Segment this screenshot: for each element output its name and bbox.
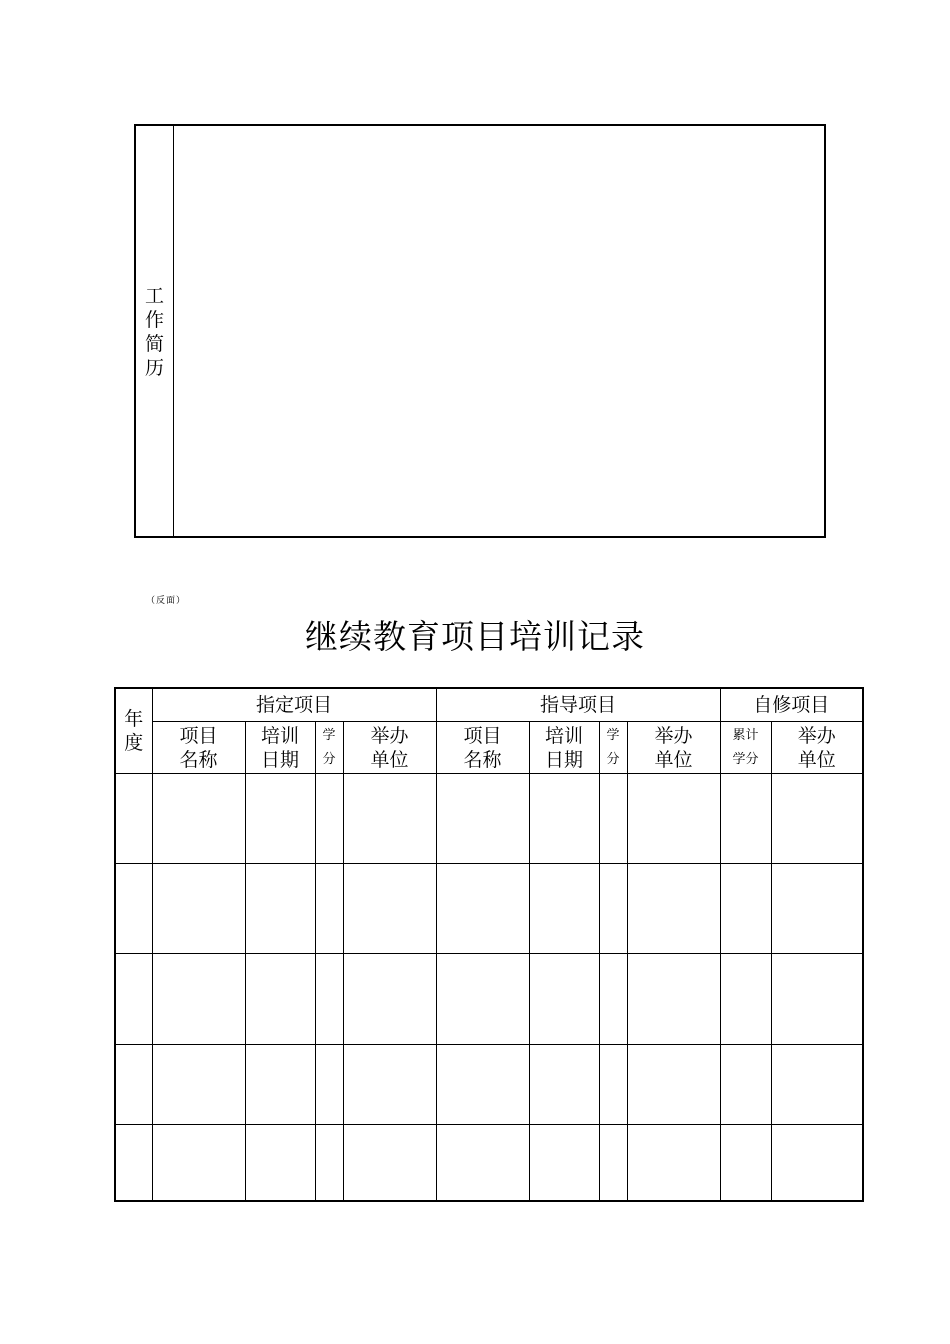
page-title: 继续教育项目培训记录 xyxy=(305,617,645,656)
work-history-content-area[interactable] xyxy=(174,126,824,536)
guided-training-date-cell[interactable] xyxy=(529,864,599,954)
header-line: 学 xyxy=(322,727,336,743)
self-study-cumulative-credits-cell[interactable] xyxy=(720,864,771,954)
guided-organizer-cell[interactable] xyxy=(627,954,720,1045)
designated-credits-header xyxy=(315,722,343,774)
header-line: 日期 xyxy=(545,748,584,771)
self-study-organizer-cell[interactable] xyxy=(771,864,863,954)
designated-training-date-header xyxy=(245,722,315,774)
guided-organizer-cell[interactable] xyxy=(627,1125,720,1202)
guided-training-date-cell[interactable] xyxy=(529,1045,599,1125)
guided-project-name-cell[interactable] xyxy=(436,774,529,864)
designated-training-date-cell[interactable] xyxy=(245,864,315,954)
designated-organizer-cell[interactable] xyxy=(343,1045,436,1125)
guided-organizer-header xyxy=(627,722,720,774)
designated-project-name-cell[interactable] xyxy=(152,774,245,864)
year-header-char: 度 xyxy=(124,732,144,754)
self-study-cumulative-credits-cell[interactable] xyxy=(720,1045,771,1125)
guided-credits-cell[interactable] xyxy=(599,1125,627,1202)
guided-projects-header: 指导项目 xyxy=(436,688,720,722)
header-line: 单位 xyxy=(370,748,409,771)
guided-project-name-cell[interactable] xyxy=(436,1125,529,1202)
designated-organizer-header xyxy=(343,722,436,774)
self-study-organizer-cell[interactable] xyxy=(771,1045,863,1125)
designated-credits-cell[interactable] xyxy=(315,954,343,1045)
designated-training-date-cell[interactable] xyxy=(245,1125,315,1202)
header-line: 单位 xyxy=(654,748,693,771)
guided-project-name-header xyxy=(436,722,529,774)
table-row xyxy=(115,774,863,864)
designated-project-name-cell[interactable] xyxy=(152,1125,245,1202)
header-line: 分 xyxy=(322,751,336,767)
designated-training-date-cell[interactable] xyxy=(245,954,315,1045)
work-history-label xyxy=(136,284,173,380)
designated-project-name-header xyxy=(152,722,245,774)
table-row xyxy=(115,1045,863,1125)
designated-training-date-cell[interactable] xyxy=(245,1045,315,1125)
designated-organizer-cell[interactable] xyxy=(343,864,436,954)
guided-training-date-cell[interactable] xyxy=(529,774,599,864)
guided-training-date-header xyxy=(529,722,599,774)
guided-credits-cell[interactable] xyxy=(599,954,627,1045)
back-side-note: （反面） xyxy=(146,596,187,606)
header-line: 举办 xyxy=(797,724,836,747)
self-study-organizer-cell[interactable] xyxy=(771,954,863,1045)
self-study-organizer-cell[interactable] xyxy=(771,774,863,864)
work-history-label-char: 简 xyxy=(144,333,164,355)
designated-project-name-cell[interactable] xyxy=(152,864,245,954)
header-line: 举办 xyxy=(370,724,409,747)
self-study-organizer-cell[interactable] xyxy=(771,1125,863,1202)
self-study-cumulative-credits-cell[interactable] xyxy=(720,1125,771,1202)
designated-project-name-cell[interactable] xyxy=(152,954,245,1045)
guided-credits-cell[interactable] xyxy=(599,864,627,954)
self-study-cumulative-credits-cell[interactable] xyxy=(720,954,771,1045)
guided-project-name-cell[interactable] xyxy=(436,864,529,954)
year-cell[interactable] xyxy=(115,774,152,864)
designated-project-name-cell[interactable] xyxy=(152,1045,245,1125)
work-history-box xyxy=(134,124,826,538)
header-line: 日期 xyxy=(260,748,299,771)
self-study-cumulative-credits-cell[interactable] xyxy=(720,774,771,864)
year-header xyxy=(115,688,152,774)
header-line: 学分 xyxy=(732,751,759,767)
header-line: 培训 xyxy=(545,724,584,747)
year-header-char: 年 xyxy=(124,708,144,730)
guided-training-date-cell[interactable] xyxy=(529,1125,599,1202)
guided-project-name-cell[interactable] xyxy=(436,1045,529,1125)
designated-credits-cell[interactable] xyxy=(315,1045,343,1125)
designated-credits-cell[interactable] xyxy=(315,1125,343,1202)
guided-credits-cell[interactable] xyxy=(599,1045,627,1125)
training-record-table xyxy=(114,687,864,1202)
table-header-row-fields xyxy=(115,722,863,774)
designated-organizer-cell[interactable] xyxy=(343,1125,436,1202)
guided-project-name-cell[interactable] xyxy=(436,954,529,1045)
work-history-label-char: 工 xyxy=(144,285,164,307)
designated-credits-cell[interactable] xyxy=(315,864,343,954)
table-row xyxy=(115,954,863,1045)
self-study-cumulative-credits-header xyxy=(720,722,771,774)
guided-credits-header xyxy=(599,722,627,774)
header-line: 单位 xyxy=(797,748,836,771)
designated-organizer-cell[interactable] xyxy=(343,954,436,1045)
header-line: 分 xyxy=(606,751,620,767)
work-history-label-column xyxy=(136,126,174,536)
year-cell[interactable] xyxy=(115,954,152,1045)
table-row xyxy=(115,1125,863,1202)
guided-credits-cell[interactable] xyxy=(599,774,627,864)
header-line: 名称 xyxy=(463,748,502,771)
header-line: 举办 xyxy=(654,724,693,747)
header-line: 名称 xyxy=(179,748,218,771)
guided-training-date-cell[interactable] xyxy=(529,954,599,1045)
guided-organizer-cell[interactable] xyxy=(627,864,720,954)
designated-training-date-cell[interactable] xyxy=(245,774,315,864)
year-cell[interactable] xyxy=(115,1125,152,1202)
guided-organizer-cell[interactable] xyxy=(627,774,720,864)
year-cell[interactable] xyxy=(115,1045,152,1125)
designated-credits-cell[interactable] xyxy=(315,774,343,864)
guided-organizer-cell[interactable] xyxy=(627,1045,720,1125)
year-cell[interactable] xyxy=(115,864,152,954)
self-study-projects-header: 自修项目 xyxy=(720,688,863,722)
self-study-organizer-header xyxy=(771,722,863,774)
header-line: 培训 xyxy=(260,724,299,747)
header-line: 项目 xyxy=(463,724,502,747)
header-line: 学 xyxy=(606,727,620,743)
table-row xyxy=(115,864,863,954)
table-header-row-groups xyxy=(115,688,863,722)
header-line: 项目 xyxy=(179,724,218,747)
work-history-label-char: 历 xyxy=(144,357,164,379)
designated-projects-header: 指定项目 xyxy=(152,688,436,722)
header-line: 累计 xyxy=(732,727,759,743)
designated-organizer-cell[interactable] xyxy=(343,774,436,864)
work-history-label-char: 作 xyxy=(144,309,164,331)
